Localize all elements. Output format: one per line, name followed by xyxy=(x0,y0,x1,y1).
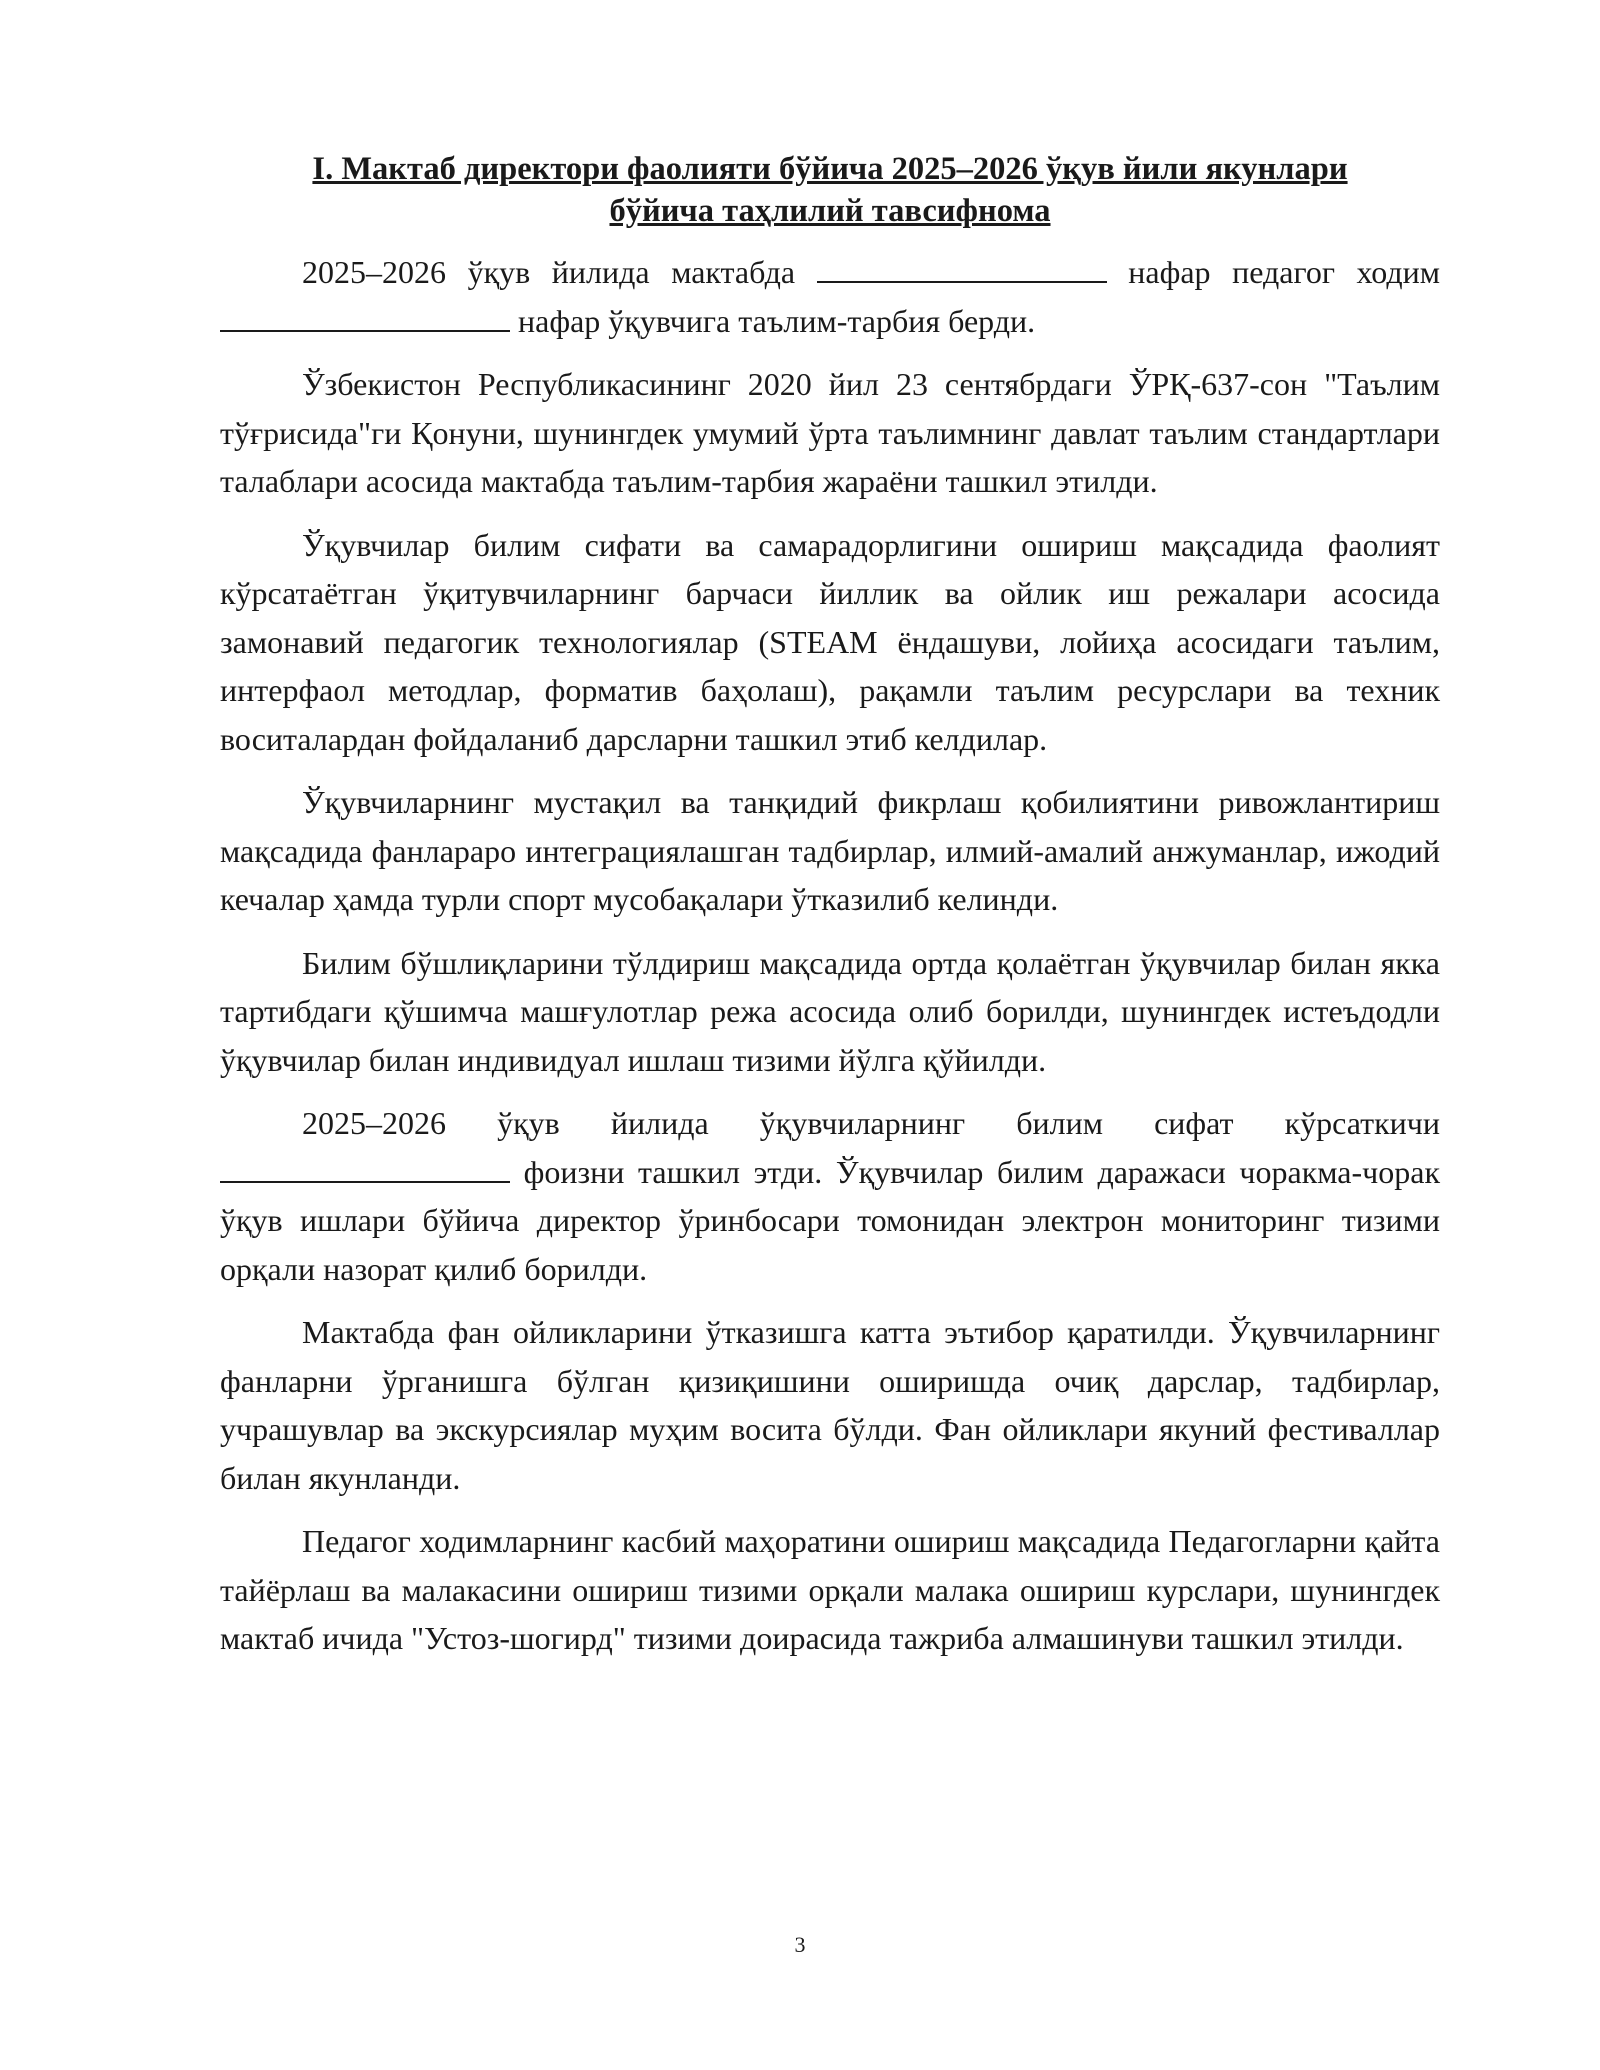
paragraph-law: Ўзбекистон Республикасининг 2020 йил 23 сентябрдаги ЎРҚ-637-сон "Таълим тўғрисида"ги Қонуни, шунингдек умумий ўрта таълимнинг давлат таълим стандартлари талаблари асосида мактабда таълим-тарбия жараёни ташкил этилди. xyxy=(220,366,1440,499)
paragraph-text: 2025–2026 ўқув йилида ўқувчиларнинг билим сифат кўрсаткичи xyxy=(302,1105,1440,1141)
paragraph-text: нафар педагог ходим xyxy=(1128,254,1441,290)
fill-in-blank-percent xyxy=(220,1155,510,1183)
document-title xyxy=(220,148,1440,232)
paragraph-knowledge-gaps: Билим бўшлиқларини тўлдириш мақсадида ортда қолаётган ўқувчилар билан якка тартибдаги қўшимча машғулотлар режа асосида олиб борилди, шунингдек истеъдодли ўқувчилар билан индивидуал ишлаш тизими йўлга қўйилди. xyxy=(220,944,1440,1078)
paragraph-critical-thinking: Ўқувчиларнинг мустақил ва танқидий фикрлаш қобилиятини ривожлантириш мақсадида фанлараро интеграциялашган тадбирлар, илмий-амалий анжуманлар, ижодий кечалар ҳамда турли спорт мусобақалари ўтказилиб келинди. xyxy=(220,784,1440,917)
paragraph-staff-count xyxy=(220,248,1440,345)
fill-in-blank-students xyxy=(220,304,510,332)
title-line-1: I. Мактаб директори фаолияти бўйича 2025–2026 ўқув йили якунлари xyxy=(312,151,1348,187)
paragraph-technologies: Ўқувчилар билим сифати ва самарадорлигини ошириш мақсадида фаолият кўрсатаётган ўқитувчиларнинг барчаси йиллик ва ойлик иш режалари асосида замонавий педагогик технологиялар (STEAM ёндашуви, лойиҳа асосидаги таълим, интерфаол методлар, формaтив баҳолаш), рақамли таълим ресурслари ва техник воситалардан фойдаланиб дарсларни ташкил этиб келдилар. xyxy=(220,526,1440,757)
page-number: 3 xyxy=(794,1932,806,1957)
paragraph-text: 2025–2026 ўқув йилида мактабда xyxy=(302,254,796,290)
document-page xyxy=(220,148,1440,1678)
paragraph-quality-indicator xyxy=(220,1099,1440,1293)
fill-in-blank-teachers xyxy=(817,255,1107,283)
title-line-2: бўйича таҳлилий тавсифнома xyxy=(609,193,1051,229)
paragraph-subject-months: Мактабда фан ойликларини ўтказишга катта эътибор қаратилди. Ўқувчиларнинг фанларни ўрганишга бўлган қизиқишини оширишда очиқ дарслар, тадбирлар, учрашувлар ва экскурсиялар муҳим восита бўлди. Фан ойликлари якуний фестиваллар билан якунланди. xyxy=(220,1314,1440,1496)
paragraph-text: нафар ўқувчига таълим-тарбия берди. xyxy=(518,302,1036,339)
paragraph-text: фоизни ташкил этди. Ўқувчилар билим даражаси чоракма-чорак ўқув ишлари бўйича директор ўринбосари томонидан электрон мониторинг тизими орқали назорат қилиб борилди. xyxy=(220,1153,1441,1287)
paragraph-professional-development: Педагог ходимларнинг касбий маҳоратини ошириш мақсадида Педагогларни қайта тайёрлаш ва малакасини ошириш тизими орқали малака ошириш курслари, шунингдек мактаб ичида "Устоз-шогирд" тизими доирасида тажриба алмашинуви ташкил этилди. xyxy=(220,1523,1440,1656)
